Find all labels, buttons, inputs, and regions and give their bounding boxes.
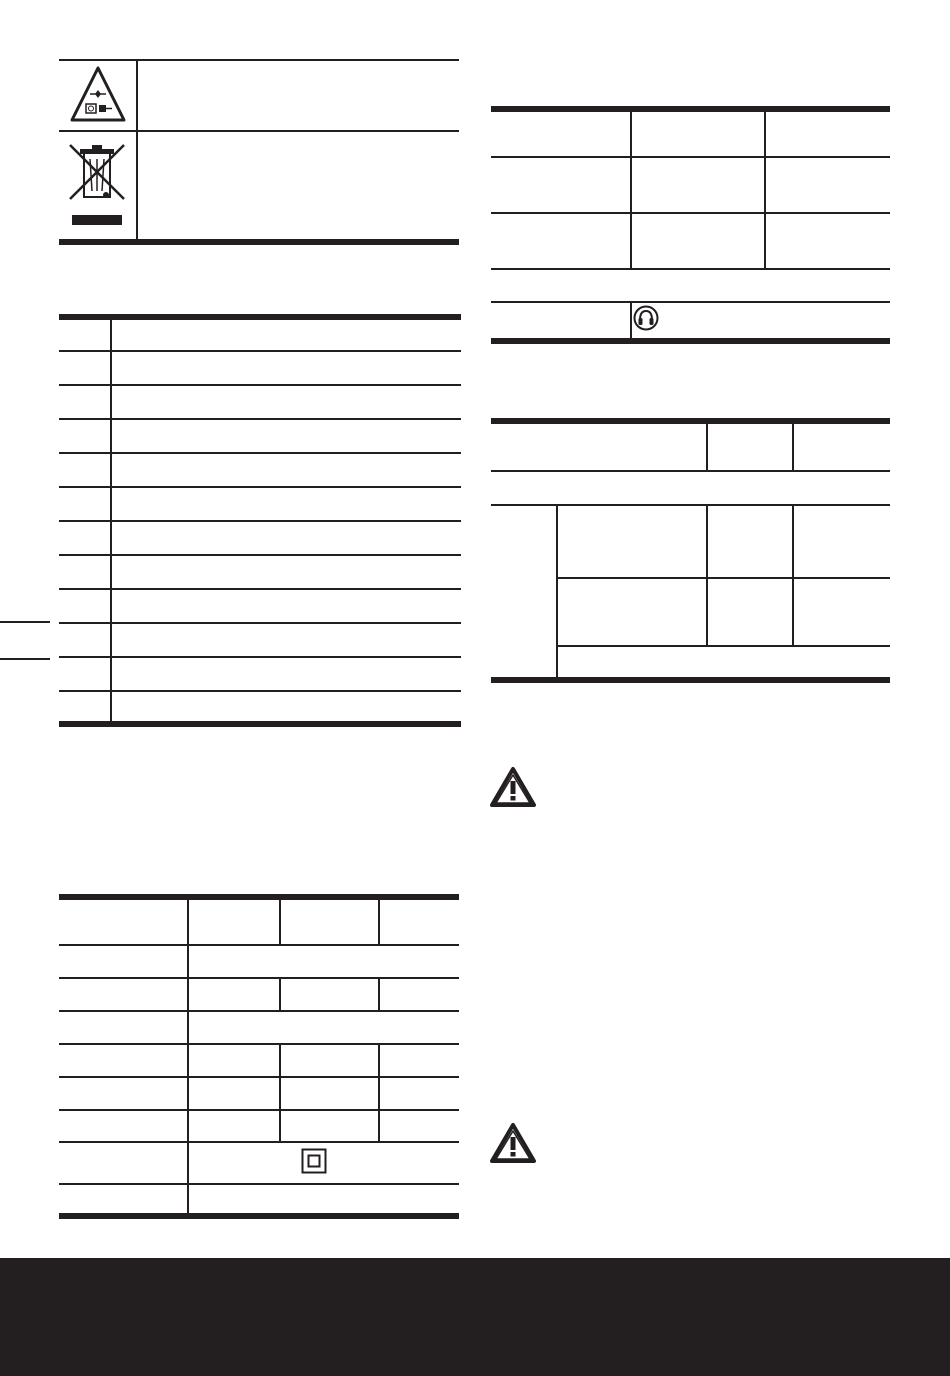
margin-mark xyxy=(0,658,50,660)
ear-protection-icon xyxy=(633,305,659,331)
class-ii-double-square-icon xyxy=(301,1148,327,1174)
warning-triangle-icon xyxy=(489,766,537,808)
margin-mark xyxy=(0,621,50,623)
page-footer-band xyxy=(0,1258,950,1376)
weee-crossed-bin-icon xyxy=(68,143,126,229)
warning-triangle-icon xyxy=(489,1122,537,1164)
electrical-safety-warning-icon xyxy=(68,64,128,126)
